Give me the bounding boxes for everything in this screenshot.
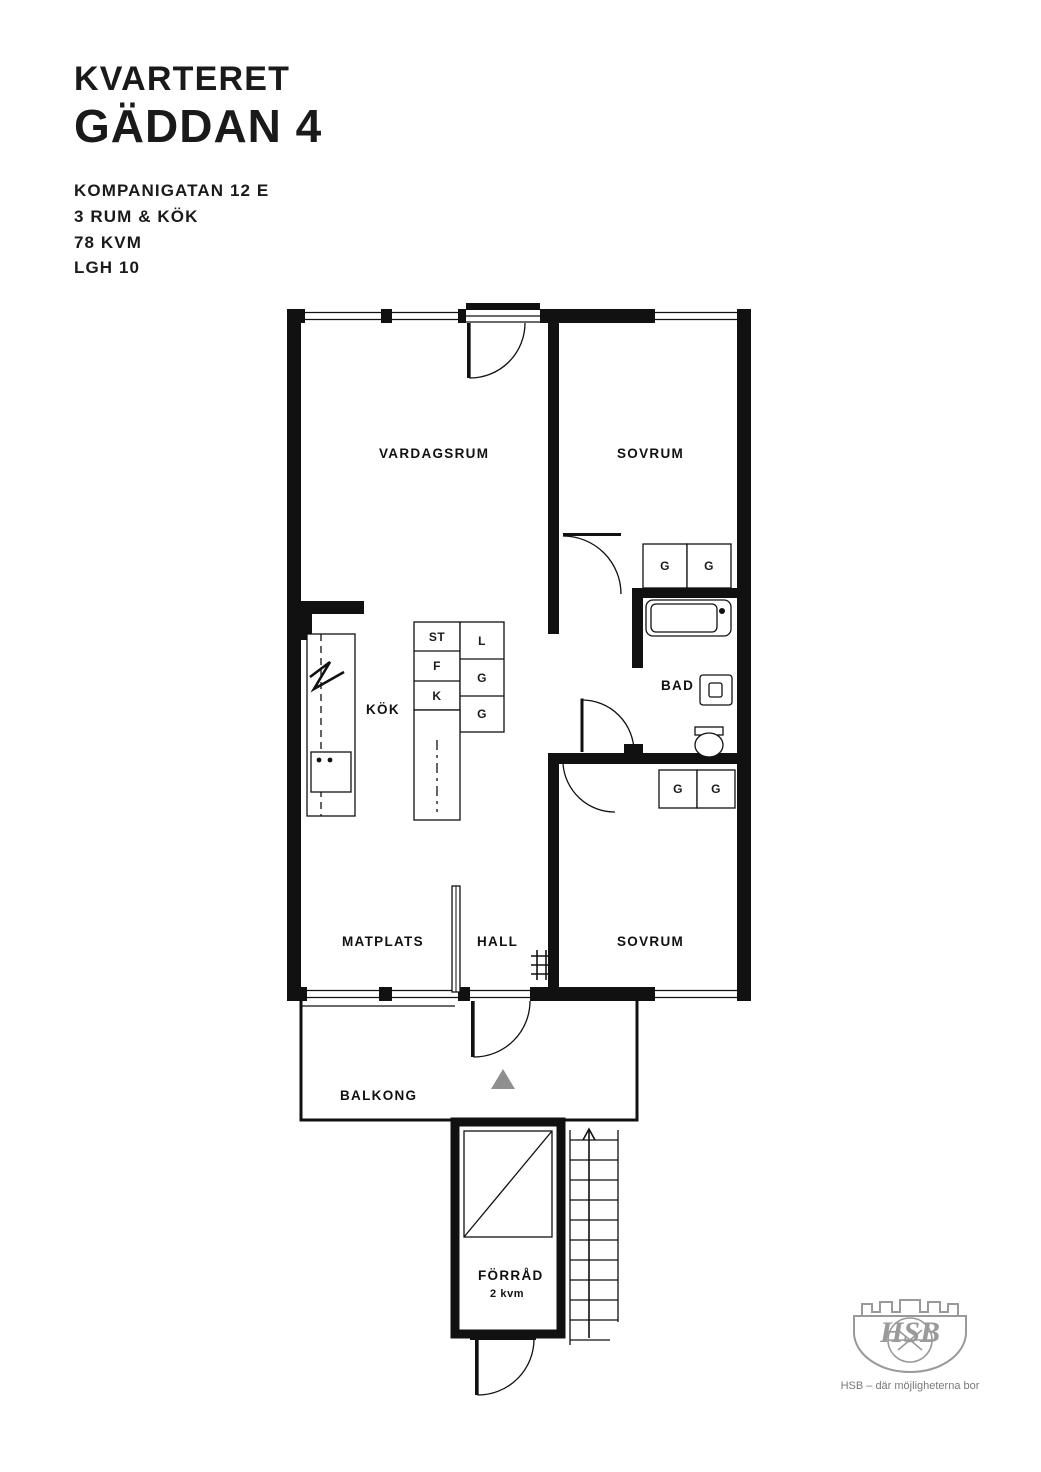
room-label-sovrum-bottom: SOVRUM (617, 934, 685, 949)
room-label-forrad: FÖRRÅD (478, 1268, 544, 1283)
room-label-vardagsrum: VARDAGSRUM (379, 446, 490, 461)
closet-label-top-2: G (704, 559, 714, 573)
rooms-line: 3 RUM & KÖK (74, 206, 199, 226)
hsb-crest-icon (840, 1290, 980, 1376)
fixture-label-k: K (432, 688, 442, 703)
closet-label-bottom-2: G (711, 782, 721, 796)
page-title: GÄDDAN 4 (74, 99, 323, 152)
fixture-label-f: F (433, 659, 441, 673)
fixture-label-g-kitchen-2: G (477, 707, 487, 721)
fixture-label-st: ST (428, 629, 446, 644)
estate-label: KVARTERET (74, 60, 291, 98)
closet-label-bottom-1: G (673, 782, 683, 796)
room-label-bad: BAD (661, 678, 695, 693)
room-label-kok: KÖK (366, 702, 400, 717)
apartment-line: LGH 10 (74, 258, 141, 278)
fixture-label-l: L (478, 633, 486, 648)
closet-label-top-1: G (660, 559, 670, 573)
forrad-area-label: 2 kvm (490, 1288, 525, 1300)
area-line: 78 KVM (74, 232, 143, 252)
hsb-wordmark: HSB (879, 1316, 941, 1349)
hsb-logo (820, 1290, 1000, 1392)
address-line: KOMPANIGATAN 12 E (74, 180, 270, 200)
fixture-label-g-kitchen-1: G (477, 670, 487, 685)
room-label-balkong: BALKONG (340, 1088, 418, 1103)
room-label-sovrum-top: SOVRUM (617, 446, 685, 461)
room-label-matplats: MATPLATS (342, 934, 424, 949)
room-label-hall: HALL (477, 934, 519, 949)
hsb-tagline: HSB – där möjligheterna bor (840, 1380, 980, 1392)
